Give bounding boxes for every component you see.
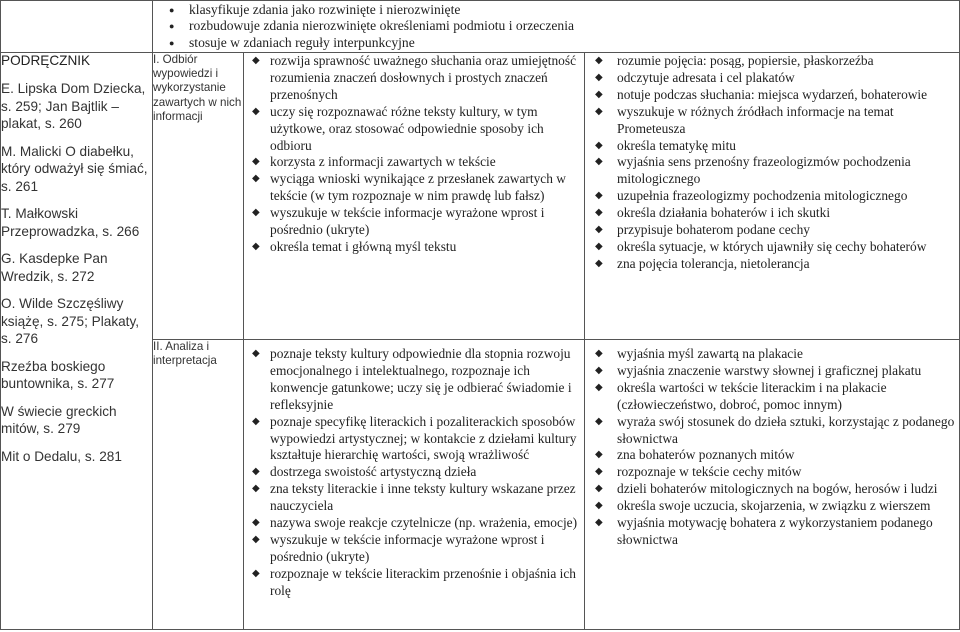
header-bullet: ● rozbudowuje zdania nierozwinięte określeniami podmiotu i orzeczenia <box>161 18 959 34</box>
section-2-basic-cell <box>244 340 585 630</box>
list-item: ◆ wyraża swój stosunek do dzieła sztuki, korzystając z podanego słownictwa <box>585 414 959 448</box>
list-item: ◆ określa swoje uczucia, skojarzenia, w związku z wierszem <box>585 498 959 515</box>
list-item: ◆ wyjaśnia znaczenie warstwy słownej i graficznej plakatu <box>585 363 959 380</box>
list-item: ◆ rozumie pojęcia: posąg, popiersie, płaskorzeźba <box>585 53 959 70</box>
list-item: ◆ określa tematykę mitu <box>585 138 959 155</box>
textbook-entry: M. Malicki O diabełku, który odważył się śmiać, s. 261 <box>1 143 148 194</box>
list-item: ◆ wyszukuje w tekście informacje wyrażone wprost i pośrednio (ukryte) <box>244 205 584 239</box>
section-row-1 <box>1 53 960 340</box>
list-item: ◆ zna teksty literackie i inne teksty kultury wskazane przez nauczyciela <box>244 481 584 515</box>
section-1-label: I. Odbiór wypowiedzi i wykorzystanie zawartych w nich informacji <box>153 53 244 340</box>
list-item: ◆ rozwija sprawność uważnego słuchania oraz umiejętność rozumienia znaczeń dosłownych i prostych znaczeń przenośnych <box>244 53 584 104</box>
list-item: ◆ odczytuje adresata i cel plakatów <box>585 70 959 87</box>
textbook-cell <box>1 53 153 630</box>
section-1-detailed-cell <box>585 53 960 340</box>
header-empty-cell <box>1 1 153 53</box>
list-item: ◆ rozpoznaje w tekście literackim przenośnie i objaśnia ich rolę <box>244 566 584 600</box>
textbook-entry: Mit o Dedalu, s. 281 <box>1 448 122 464</box>
list-item: ◆ dzieli bohaterów mitologicznych na bogów, herosów i ludzi <box>585 481 959 498</box>
list-item: ◆ zna bohaterów poznanych mitów <box>585 447 959 464</box>
section-1-detailed-list <box>585 53 959 273</box>
list-item: ◆ zna pojęcia tolerancja, nietolerancja <box>585 256 959 273</box>
list-item: ◆ notuje podczas słuchania: miejsca wydarzeń, bohaterowie <box>585 87 959 104</box>
list-item: ◆ przypisuje bohaterom podane cechy <box>585 222 959 239</box>
list-item: ◆ korzysta z informacji zawartych w tekście <box>244 154 584 171</box>
list-item: ◆ określa działania bohaterów i ich skutki <box>585 205 959 222</box>
header-bullet-list <box>153 2 959 51</box>
list-item: ◆ uczy się rozpoznawać różne teksty kultury, w tym użytkowe, oraz stosować odpowiednie sposoby ich odbioru <box>244 104 584 155</box>
section-2-label: II. Analiza i interpretacja <box>153 340 244 630</box>
section-2-detailed-cell <box>585 340 960 630</box>
header-row <box>1 1 960 53</box>
list-item: ◆ dostrzega swoistość artystyczną dzieła <box>244 464 584 481</box>
textbook-title: PODRĘCZNIK <box>1 53 91 68</box>
textbook-entry: T. Małkowski Przeprowadzka, s. 266 <box>1 206 140 239</box>
list-item: ◆ nazywa swoje reakcje czytelnicze (np. wrażenia, emocje) <box>244 515 584 532</box>
list-item: ◆ wyszukuje w tekście informacje wyrażone wprost i pośrednio (ukryte) <box>244 532 584 566</box>
textbook-entry: W świecie greckich mitów, s. 279 <box>1 403 117 436</box>
header-bullet: ● klasyfikuje zdania jako rozwinięte i nierozwinięte <box>161 2 959 18</box>
list-item: ◆ określa sytuacje, w których ujawniły się cechy bohaterów <box>585 239 959 256</box>
list-item: ◆ poznaje teksty kultury odpowiednie dla stopnia rozwoju emocjonalnego i intelektualnego, rozpoznaje ich konwencje gatunkowe; uczy się je odbierać świadomie i refleksyjnie <box>244 346 584 414</box>
textbook-entry: E. Lipska Dom Dziecka, s. 259; Jan Bajtlik – plakat, s. 260 <box>1 81 146 131</box>
section-1-basic-cell <box>244 53 585 340</box>
list-item: ◆ określa temat i główną myśl tekstu <box>244 239 584 256</box>
list-item: ◆ określa wartości w tekście literackim i na plakacie (człowieczeństwo, dobroć, pomoc innym) <box>585 380 959 414</box>
header-bullets-cell <box>153 1 960 53</box>
list-item: ◆ wyciąga wnioski wynikające z przesłanek zawartych w tekście (w tym rozpoznaje w nim prawdę lub fałsz) <box>244 171 584 205</box>
textbook-entry: G. Kasdepke Pan Wredzik, s. 272 <box>1 251 108 284</box>
textbook-entry: O. Wilde Szczęśliwy książę, s. 275; Plakaty, s. 276 <box>1 296 140 346</box>
textbook-entry: Rzeźba boskiego buntownika, s. 277 <box>1 358 115 391</box>
list-item: ◆ wyszukuje w różnych źródłach informacje na temat Prometeusza <box>585 104 959 138</box>
list-item: ◆ wyjaśnia myśl zawartą na plakacie <box>585 346 959 363</box>
list-item: ◆ poznaje specyfikę literackich i pozaliterackich sposobów wypowiedzi artystycznej; w kontakcie z dziełami kultury kształtuje hierarchię wartości, swoją wrażliwość <box>244 414 584 465</box>
section-1-basic-list <box>244 53 584 256</box>
list-item: ◆ rozpoznaje w tekście cechy mitów <box>585 464 959 481</box>
list-item: ◆ wyjaśnia motywację bohatera z wykorzystaniem podanego słownictwa <box>585 515 959 549</box>
section-2-detailed-list <box>585 346 959 549</box>
list-item: ◆ wyjaśnia sens przenośny frazeologizmów pochodzenia mitologicznego <box>585 154 959 188</box>
header-bullet: ● stosuje w zdaniach reguły interpunkcyjne <box>161 35 959 51</box>
section-2-basic-list <box>244 346 584 600</box>
list-item: ◆ uzupełnia frazeologizmy pochodzenia mitologicznego <box>585 188 959 205</box>
